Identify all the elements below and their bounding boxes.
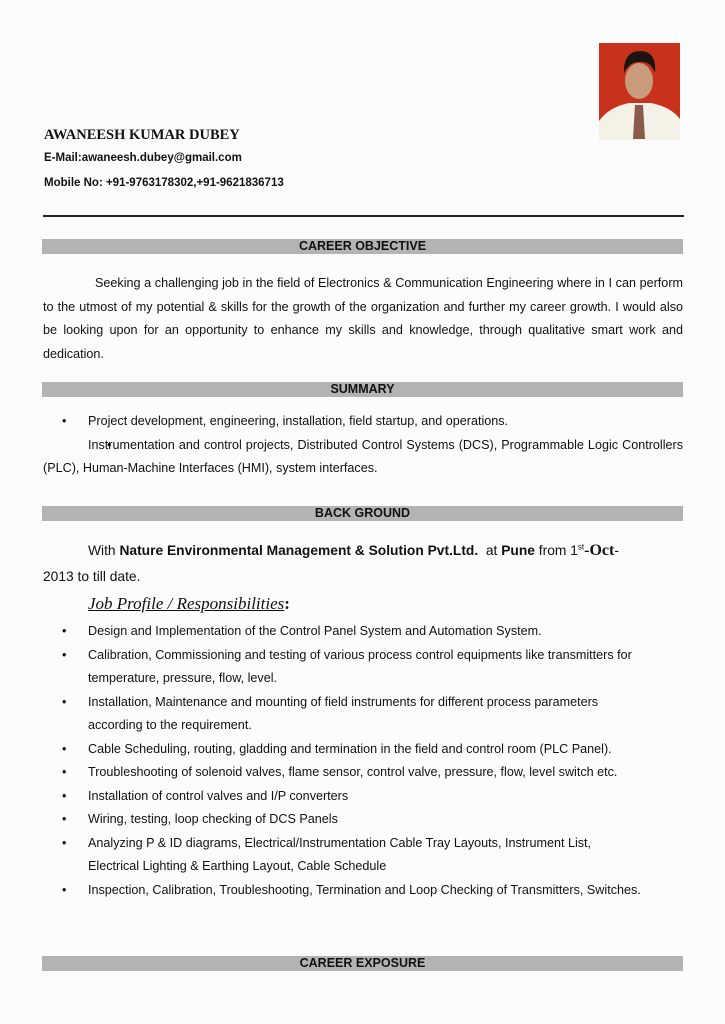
list-item: • Installation of control valves and I/P converters	[43, 785, 683, 809]
list-item: • Inspection, Calibration, Troubleshooting, Termination and Loop Checking of Transmitters, Switches.	[43, 879, 683, 903]
list-item: • Analyzing P & ID diagrams, Electrical/Instrumentation Cable Tray Layouts, Instrument List, Electrical Lighting & Earthing Layout, Cable Schedule	[43, 832, 683, 879]
summary-list	[43, 410, 683, 481]
list-item: • Project development, engineering, installation, field startup, and operations.	[43, 410, 683, 434]
company-name: Nature Environmental Management & Solution Pvt.Ltd.	[119, 543, 479, 558]
candidate-name: AWANEESH KUMAR DUBEY	[44, 127, 240, 143]
list-item: • Design and Implementation of the Control Panel System and Automation System.	[43, 620, 683, 644]
list-item: • Installation, Maintenance and mounting of field instruments for different process parameters according to the requirement.	[43, 691, 683, 738]
objective-text: Seeking a challenging job in the field of Electronics & Communication Engineering where in I can perform to the utmost of my potential & skills for the growth of the organization and further my career growth. I would also be looking upon for an opportunity to enhance my skills and knowledge, through qualitative smart work and dedication.	[43, 276, 683, 361]
section-career-objective: CAREER OBJECTIVE	[42, 239, 683, 254]
section-summary: SUMMARY	[42, 382, 683, 397]
section-career-exposure: CAREER EXPOSURE	[42, 956, 683, 971]
responsibilities-list	[43, 620, 683, 902]
mobile: Mobile No: +91-9763178302,+91-9621836713	[44, 177, 284, 189]
profile-photo	[599, 43, 680, 140]
list-item: • Wiring, testing, loop checking of DCS Panels	[43, 808, 683, 832]
list-item: • Instrumentation and control projects, Distributed Control Systems (DCS), Programmable Logic Controllers (PLC), Human-Machine Interfaces (HMI), system interfaces.	[43, 434, 683, 481]
list-item: • Cable Scheduling, routing, gladding and termination in the field and control room (PLC Panel).	[43, 738, 683, 762]
list-item: • Troubleshooting of solenoid valves, flame sensor, control valve, pressure, flow, level switch etc.	[43, 761, 683, 785]
list-item: • Calibration, Commissioning and testing of various process control equipments like transmitters for temperature, pressure, flow, level.	[43, 644, 683, 691]
email: E-Mail:awaneesh.dubey@gmail.com	[44, 152, 242, 164]
employment-date: 2013 to till date.	[43, 569, 141, 584]
job-profile-heading: Job Profile / Responsibilities:	[88, 594, 290, 613]
city: Pune	[501, 543, 535, 558]
employment-line: With Nature Environmental Management & Solution Pvt.Ltd. at Pune from 1st-Oct-	[88, 542, 619, 559]
section-background: BACK GROUND	[42, 506, 683, 521]
divider	[43, 215, 684, 217]
